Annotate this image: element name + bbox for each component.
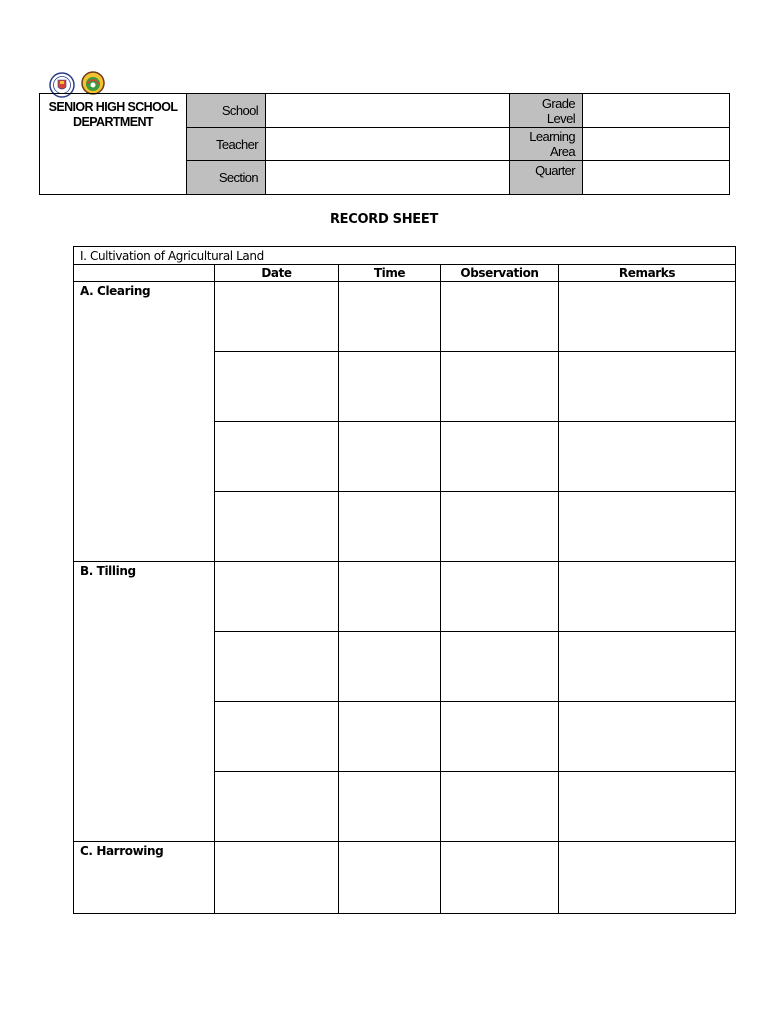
remarks-cell[interactable] — [559, 562, 736, 632]
table-row — [74, 562, 736, 632]
date-cell[interactable] — [215, 702, 339, 772]
date-cell[interactable] — [215, 422, 339, 492]
time-cell[interactable] — [339, 632, 441, 702]
teacher-label: Teacher — [187, 128, 266, 161]
date-cell[interactable] — [215, 842, 339, 914]
date-cell[interactable] — [215, 772, 339, 842]
observation-cell[interactable] — [441, 352, 559, 422]
teacher-field[interactable] — [266, 128, 510, 161]
table-row — [74, 282, 736, 352]
time-cell[interactable] — [339, 772, 441, 842]
remarks-cell[interactable] — [559, 352, 736, 422]
remarks-cell[interactable] — [559, 772, 736, 842]
column-header-observation: Observation — [441, 265, 559, 282]
grade-level-label-line1: Grade — [541, 95, 575, 111]
observation-cell[interactable] — [441, 632, 559, 702]
observation-cell[interactable] — [441, 702, 559, 772]
observation-cell[interactable] — [441, 842, 559, 914]
observation-cell[interactable] — [441, 422, 559, 492]
school-label: School — [187, 94, 266, 128]
quarter-label: Quarter — [510, 161, 583, 195]
time-cell[interactable] — [339, 842, 441, 914]
grade-level-label — [510, 94, 583, 128]
time-cell[interactable] — [339, 352, 441, 422]
column-header-date: Date — [215, 265, 339, 282]
time-cell[interactable] — [339, 702, 441, 772]
learning-area-label — [510, 128, 583, 161]
page-title: RECORD SHEET — [329, 212, 439, 227]
header-info-table — [39, 93, 730, 195]
column-header-row — [74, 265, 736, 282]
observation-cell[interactable] — [441, 282, 559, 352]
column-header-activity — [74, 265, 215, 282]
remarks-cell[interactable] — [559, 632, 736, 702]
section-label: Section — [187, 161, 266, 195]
date-cell[interactable] — [215, 562, 339, 632]
observation-cell[interactable] — [441, 562, 559, 632]
time-cell[interactable] — [339, 492, 441, 562]
school-logo-icon — [82, 72, 104, 94]
time-cell[interactable] — [339, 422, 441, 492]
date-cell[interactable] — [215, 632, 339, 702]
activity-label: C. Harrowing — [74, 842, 215, 914]
time-cell[interactable] — [339, 562, 441, 632]
grade-level-label-line2: Level — [546, 110, 575, 126]
section-field[interactable] — [266, 161, 510, 195]
department-cell — [40, 94, 187, 195]
department-line1: SENIOR HIGH SCHOOL — [48, 100, 178, 114]
date-cell[interactable] — [215, 282, 339, 352]
activity-label: B. Tilling — [74, 562, 215, 842]
remarks-cell[interactable] — [559, 422, 736, 492]
observation-cell[interactable] — [441, 492, 559, 562]
column-header-remarks: Remarks — [559, 265, 736, 282]
date-cell[interactable] — [215, 352, 339, 422]
observation-cell[interactable] — [441, 772, 559, 842]
learning-area-field[interactable] — [583, 128, 730, 161]
time-cell[interactable] — [339, 282, 441, 352]
section-title: I. Cultivation of Agricultural Land — [74, 247, 736, 265]
department-line2: DEPARTMENT — [73, 115, 153, 129]
learning-area-label-line2: Area — [549, 144, 575, 159]
remarks-cell[interactable] — [559, 702, 736, 772]
activity-label: A. Clearing — [74, 282, 215, 562]
table-row — [74, 842, 736, 914]
school-field[interactable] — [266, 94, 510, 128]
remarks-cell[interactable] — [559, 492, 736, 562]
grade-level-field[interactable] — [583, 94, 730, 128]
remarks-cell[interactable] — [559, 282, 736, 352]
date-cell[interactable] — [215, 492, 339, 562]
quarter-field[interactable] — [583, 161, 730, 195]
record-table — [73, 246, 736, 914]
learning-area-label-line1: Learning — [529, 129, 575, 144]
remarks-cell[interactable] — [559, 842, 736, 914]
column-header-time: Time — [339, 265, 441, 282]
